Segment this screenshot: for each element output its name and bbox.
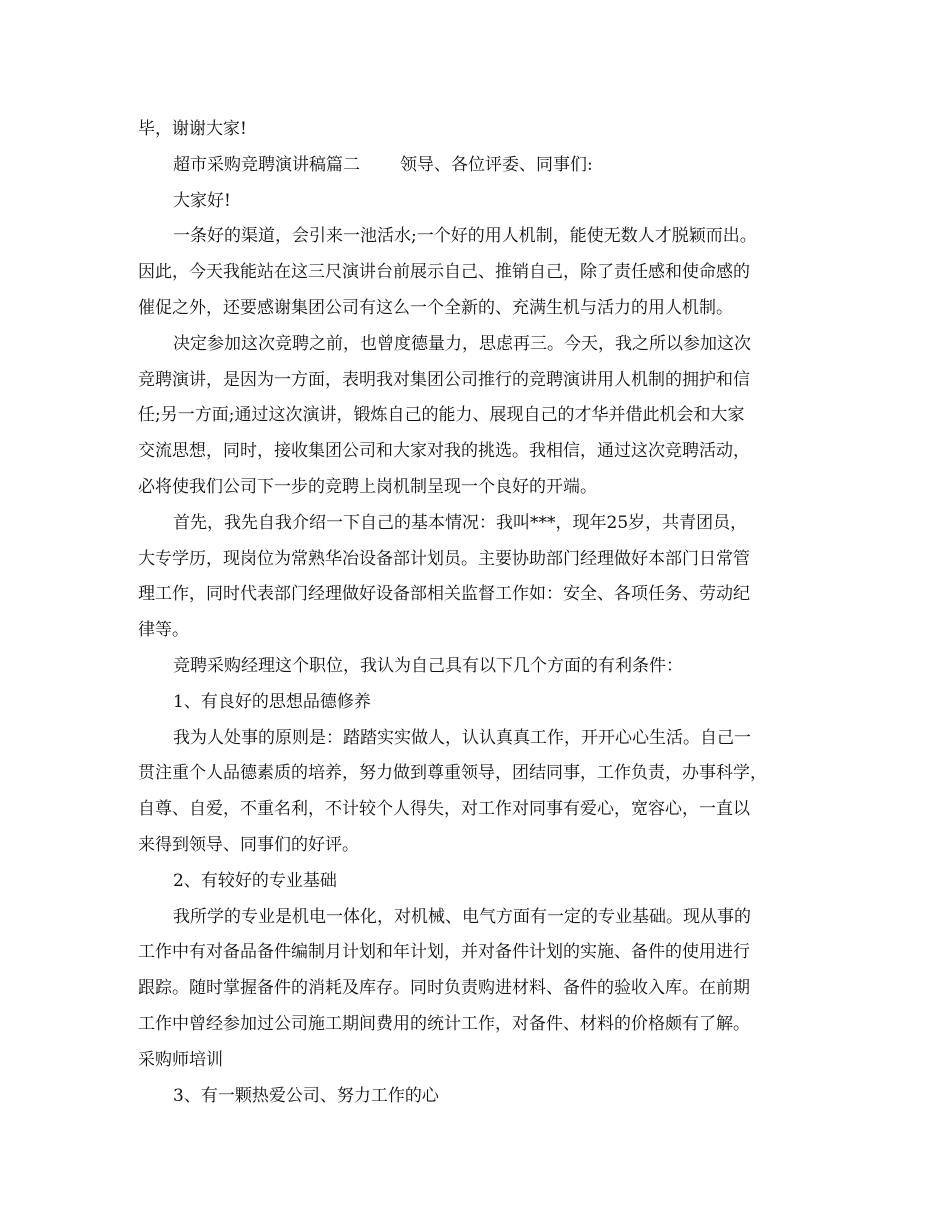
paragraph-line: 催促之外，还要感谢集团公司有这么一个全新的、充满生机与活力的用人机制。 (138, 297, 733, 318)
paragraph-line: 一条好的渠道，会引来一池活水;一个好的用人机制，能使无数人才脱颖而出。 (173, 226, 757, 247)
paragraph-line: 理工作，同时代表部门经理做好设备部相关监督工作如：安全、各项任务、劳动纪 (138, 584, 750, 605)
heading-line (138, 148, 828, 184)
paragraph-line: 跟踪。随时掌握备件的消耗及库存。同时负责购进材料、备件的验收入库。在前期 (138, 978, 750, 999)
paragraph-line: 贯注重个人品德素质的培养，努力做到尊重领导，团结同事，工作负责，办事科学， (138, 763, 767, 784)
greeting: 大家好! (173, 190, 231, 211)
paragraph-line: 采购师培训 (138, 1049, 223, 1070)
paragraph-line: 来得到领导、同事们的好评。 (138, 834, 359, 855)
paragraph-line: 任;另一方面;通过这次演讲，锻炼自己的能力、展现自己的才华并借此机会和大家 (138, 405, 745, 426)
paragraph-line: 工作中曾经参加过公司施工期间费用的统计工作，对备件、材料的价格颇有了解。 (138, 1013, 750, 1034)
paragraph-line: 必将使我们公司下一步的竞聘上岗机制呈现一个良好的开端。 (138, 476, 597, 497)
list-heading: 3、有一颗热爱公司、努力工作的心 (173, 1085, 439, 1106)
text-line: 毕，谢谢大家! (138, 119, 247, 139)
paragraph-line: 首先，我先自我介绍一下自己的基本情况：我叫***，现年25岁，共青团员， (173, 512, 748, 533)
document-body (138, 112, 828, 1114)
paragraph-line: 工作中有对备品备件编制月计划和年计划，并对备件计划的实施、备件的使用进行 (138, 942, 750, 963)
salutation: 领导、各位评委、同事们: (400, 154, 593, 175)
paragraph-line: 因此，今天我能站在这三尺演讲台前展示自己、推销自己，除了责任感和使命感的 (138, 262, 750, 283)
paragraph-line: 交流思想，同时，接收集团公司和大家对我的挑选。我相信，通过这次竞聘活动， (138, 441, 750, 462)
paragraph-line: 竞聘演讲，是因为一方面，表明我对集团公司推行的竞聘演讲用人机制的拥护和信 (138, 369, 750, 390)
list-heading: 2、有较好的专业基础 (173, 870, 337, 891)
paragraph-line: 决定参加这次竞聘之前，也曾度德量力，思虑再三。今天，我之所以参加这次 (173, 333, 751, 354)
paragraph-line: 律等。 (138, 620, 189, 641)
list-heading: 1、有良好的思想品德修养 (173, 691, 371, 712)
paragraph-line: 竞聘采购经理这个职位，我认为自己具有以下几个方面的有利条件： (173, 655, 683, 676)
paragraph-line: 自尊、自爱，不重名利，不计较个人得失，对工作对同事有爱心，宽容心，一直以 (138, 799, 750, 820)
paragraph-line: 大专学历，现岗位为常熟华冶设备部计划员。主要协助部门经理做好本部门日常管 (138, 548, 750, 569)
paragraph-line: 我为人处事的原则是：踏踏实实做人，认认真真工作，开开心心生活。自己一 (173, 727, 751, 748)
section-title: 超市采购竞聘演讲稿篇二 (173, 154, 360, 175)
paragraph-line: 我所学的专业是机电一体化，对机械、电气方面有一定的专业基础。现从事的 (173, 906, 751, 927)
